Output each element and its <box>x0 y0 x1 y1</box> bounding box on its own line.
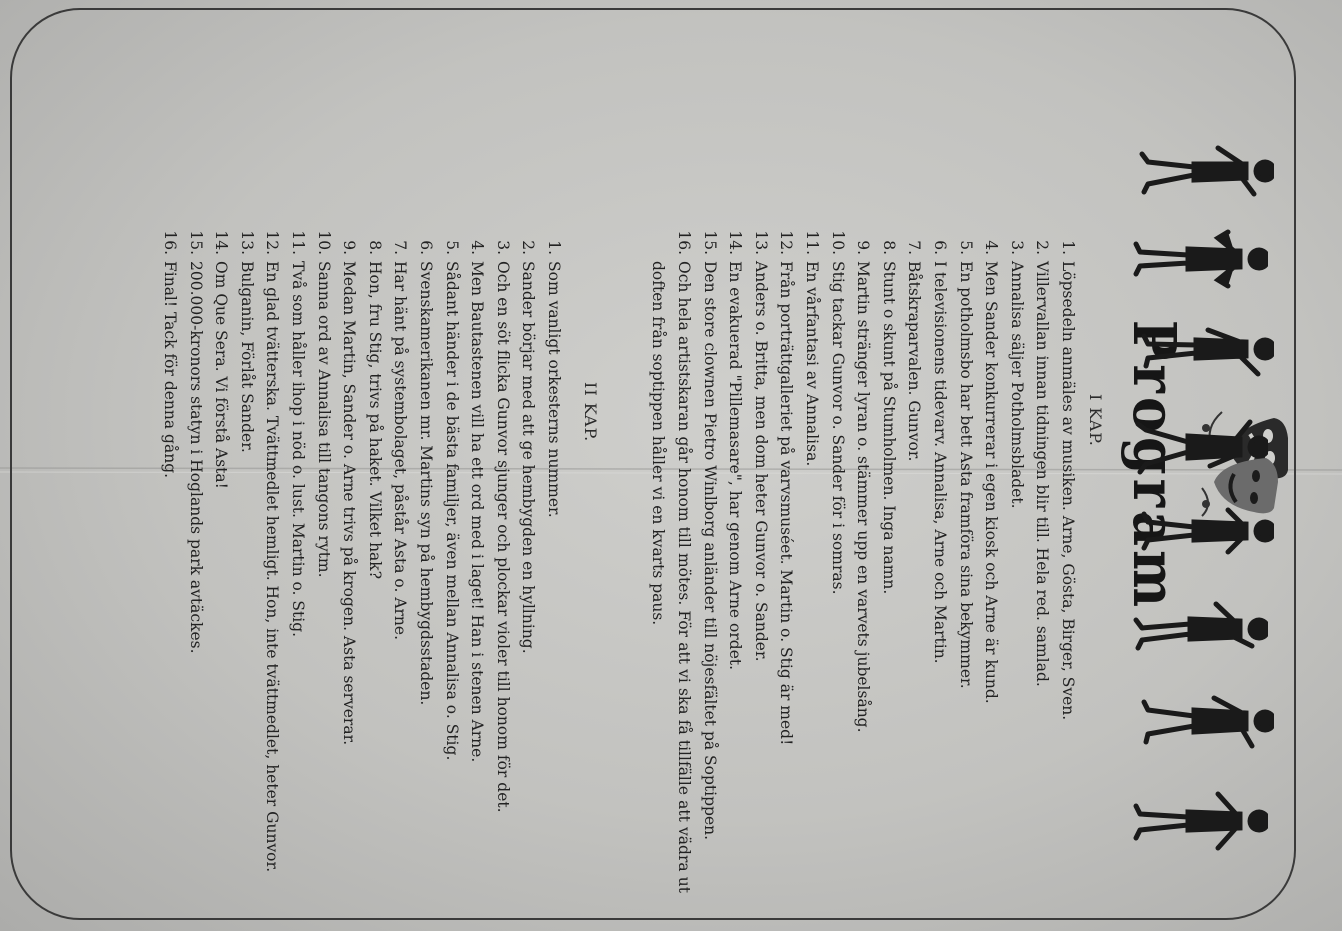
item-text: Final! Tack för denna gång. <box>161 261 180 479</box>
item-number: 4. <box>468 240 487 255</box>
item-text: Villervallan innan tidningen blir till. Hela red. samlad. <box>1033 261 1052 687</box>
program-title: Program <box>1119 319 1191 612</box>
item-text: I televisionens tidevarv. Annalisa, Arne och Martin. <box>931 261 950 664</box>
item-number: 4. <box>982 240 1001 255</box>
dancer-figure-icon <box>1118 790 1268 852</box>
item-number: 11. <box>803 230 822 255</box>
item-text: Som vanligt orkesterns nummer. <box>545 261 563 518</box>
item-number: 7. <box>391 240 410 255</box>
item-text: En evakuerad "Pillemasare", har genom Arne ordet. <box>726 261 745 671</box>
item-number: 14. <box>212 230 231 255</box>
item-text: Två som håller ihop i nöd o. lust. Martin o. Stig. <box>289 261 308 638</box>
item-text: Om Que Sera. Vi förstå Asta! <box>212 261 231 489</box>
item-number: 2. <box>1033 240 1052 255</box>
item-text: Och hela artistskaran går honom till mötes. För att vi ska få tillfälle att vädra ut doften från soptippen håller vi en kvarts paus. <box>649 261 694 893</box>
chapter-1-heading: I KAP. <box>1086 394 1105 447</box>
item-text: Men Bautastenen vill ha ett ord med i laget! Han i stenen Arne. <box>468 261 487 763</box>
item-text: Anders o. Britta, men dom heter Gunvor o. Sander. <box>751 261 770 662</box>
item-text: Löpsedeln anmäles av musiken. Arne, Gösta, Birger, Sven. <box>1059 261 1077 721</box>
item-text: Svenskamerikanen mr. Martins syn på hembygdsstaden. <box>417 261 436 706</box>
item-text: Annalisa säljer Potholmsbladet. <box>1007 261 1026 509</box>
item-number: 9. <box>340 240 359 255</box>
dancer-figure-icon <box>1124 500 1274 562</box>
item-number: 1. <box>1059 240 1077 255</box>
item-number: 5. <box>956 240 975 255</box>
item-number: 1. <box>545 240 563 255</box>
item-text: Sander börjar med att ge hembygden en hyllning. <box>519 261 538 654</box>
item-number: 11. <box>289 230 308 255</box>
item-number: 6. <box>931 240 950 255</box>
item-number: 13. <box>751 230 770 255</box>
item-number: 10. <box>314 230 333 255</box>
chapter-2-heading: II KAP. <box>581 382 600 443</box>
item-number: 14. <box>726 230 745 255</box>
item-text: Och en söt flicka Gunvor sjunger och plockar violer till honom för det. <box>493 261 512 813</box>
dancer-figure-icon <box>1124 318 1274 380</box>
item-text: En glad tvätterska. Tvättmedlet hemligt. Hon, inte tvättmedlet, heter Gunvor. <box>263 261 282 873</box>
item-number: 8. <box>879 240 898 255</box>
item-text: Sådant händer i de bästa familjer, även mellan Annalisa o. Stig. <box>442 261 461 761</box>
item-number: 9. <box>854 240 873 255</box>
item-number: 7. <box>905 240 924 255</box>
item-number: 12. <box>777 230 796 255</box>
item-number: 15. <box>186 230 205 255</box>
dancer-figure-icon <box>1118 416 1268 478</box>
item-number: 2. <box>519 240 538 255</box>
item-number: 3. <box>1007 240 1026 255</box>
item-number: 13. <box>237 230 256 255</box>
item-text: Hon, fru Stig, trivs på haket. Vilket hak? <box>365 261 384 579</box>
item-text: Stunt o skunt på Stumholmen. Inga namn. <box>879 261 898 595</box>
item-text: 200.000-kronors statyn i Hoglands park avtäckes. <box>186 261 205 654</box>
item-text: En potholmsbo har bett Asta framföra sina bekymmer. <box>956 261 975 689</box>
item-number: 16. <box>675 230 694 255</box>
item-number: 15. <box>700 230 719 255</box>
item-number: 3. <box>493 240 512 255</box>
item-number: 12. <box>263 230 282 255</box>
item-text: Den store clownen Pietro Winlborg anländer till nöjesfältet på Soptippen. <box>700 261 719 841</box>
dancer-figure-icon <box>1124 690 1274 752</box>
item-text: Bulganin, Förlåt Sander. <box>237 261 256 453</box>
item-text: Men Sander konkurrerar i egen kiosk och Arne är kund. <box>982 261 1001 704</box>
item-text: Har hänt på systembolaget, påstår Asta o. Arne. <box>391 261 410 641</box>
item-number: 8. <box>365 240 384 255</box>
item-number: 6. <box>417 240 436 255</box>
item-text: En vårfantasi av Annalisa. <box>803 261 822 467</box>
item-number: 5. <box>442 240 461 255</box>
item-text: Stig tackar Gunvor o. Sander för i somras. <box>828 261 847 595</box>
item-text: Medan Martin, Sander o. Arne trivs på krogen. Asta serverar. <box>340 261 359 746</box>
item-text: Sanna ord av Annalisa till tangons rytm. <box>314 261 333 578</box>
item-text: Från porträttgalleriet på varvsmuséet. Martin o. Stig är med! <box>777 261 796 746</box>
item-text: Båtskraparvalen. Gunvor. <box>905 261 924 462</box>
item-number: 10. <box>828 230 847 255</box>
dancer-figure-icon <box>1118 598 1268 660</box>
dancer-figure-icon <box>1118 228 1268 290</box>
dancer-figure-icon <box>1124 140 1274 202</box>
item-number: 16. <box>161 230 180 255</box>
item-text: Martin stränger lyran o. stämmer upp en varvets jubelsång. <box>854 261 873 733</box>
